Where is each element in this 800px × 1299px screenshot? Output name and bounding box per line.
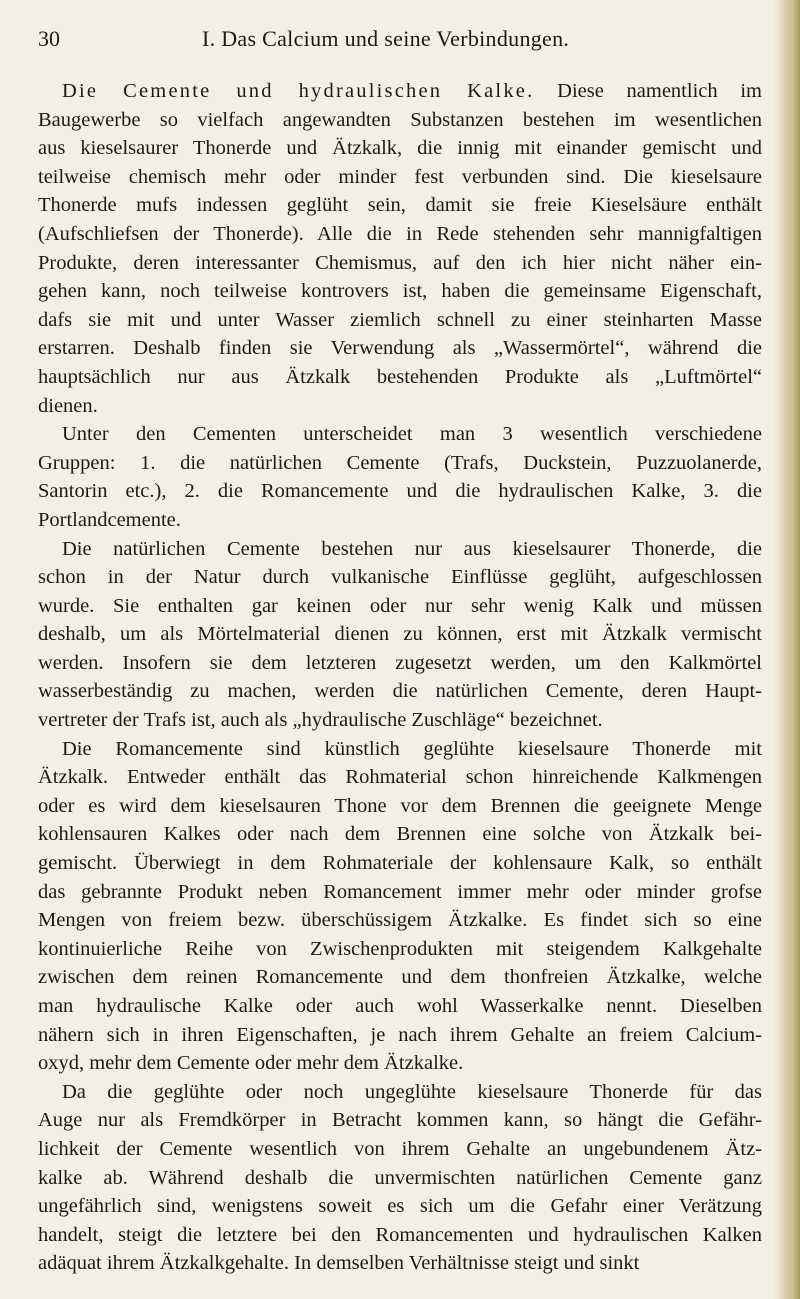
text-line <box>38 906 762 935</box>
text-segment: Santorin etc.), 2. die Romancemente und die hydraulischen Kalke, 3. die <box>38 480 762 503</box>
text-segment: dienen. <box>38 394 98 417</box>
paragraph <box>38 77 762 420</box>
text-line <box>38 477 762 506</box>
text-line <box>38 392 762 421</box>
text-line <box>38 163 762 192</box>
paragraph <box>38 735 762 1078</box>
text-segment: Gruppen: 1. die natürlichen Cemente (Trafs, Duckstein, Puzzuolanerde, <box>38 451 762 474</box>
text-segment: erstarren. Deshalb finden sie Verwendung als „Wassermörtel“, während die <box>38 337 762 360</box>
text-segment: Auge nur als Fremdkörper in Betracht kommen kann, so hängt die Gefähr- <box>38 1109 762 1132</box>
text-segment: Die natürlichen Cemente bestehen nur aus kieselsaurer Thonerde, die <box>62 537 762 560</box>
text-segment: oder es wird dem kieselsauren Thone vor dem Brennen die geeignete Menge <box>38 794 762 817</box>
text-line <box>38 306 762 335</box>
page-edge-shadow <box>774 0 800 1299</box>
text-line <box>38 1249 762 1278</box>
text-segment: kohlensauren Kalkes oder nach dem Brennen eine solche von Ätzkalk bei- <box>38 823 762 846</box>
text-segment: lichkeit der Cemente wesentlich von ihrem Gehalte an ungebundenem Ätz- <box>38 1137 762 1160</box>
text-segment: man hydraulische Kalke oder auch wohl Wasserkalke nennt. Dieselben <box>38 995 762 1017</box>
text-line <box>38 878 762 907</box>
text-line <box>38 1106 762 1135</box>
text-segment: Da die geglühte oder noch ungeglühte kieselsaure Thonerde für das <box>62 1080 762 1103</box>
page-header <box>38 26 762 56</box>
text-segment: Portlandcemente. <box>38 508 181 531</box>
text-line <box>38 592 762 621</box>
text-segment: aus kieselsaurer Thonerde und Ätzkalk, die innig mit einander gemischt und <box>38 137 762 160</box>
text-line <box>38 506 762 535</box>
text-segment: Baugewerbe so vielfach angewandten Substanzen bestehen im wesentlichen <box>38 108 762 131</box>
text-line <box>38 449 762 478</box>
text-line <box>38 1049 762 1078</box>
text-line <box>38 763 762 792</box>
text-segment: zwischen dem reinen Romancemente und dem thonfreien Ätzkalke, welche <box>38 966 762 989</box>
text-line <box>38 106 762 135</box>
text-line <box>38 735 762 764</box>
section-heading: Die Cemente und hydraulischen Kalke. <box>62 80 535 102</box>
paragraph <box>38 535 762 735</box>
text-segment: kontinuierliche Reihe von Zwischenprodukten mit steigendem Kalkgehalte <box>38 937 762 960</box>
text-line <box>38 792 762 821</box>
text-line <box>38 420 762 449</box>
text-line <box>38 649 762 678</box>
text-segment: dafs sie mit und unter Wasser ziemlich schnell zu einer steinharten Masse <box>38 308 762 331</box>
text-segment: gemischt. Überwiegt in dem Rohmateriale der kohlensaure Kalk, so enthält <box>38 852 762 875</box>
text-line <box>38 1135 762 1164</box>
text-line <box>38 677 762 706</box>
text-line <box>38 1192 762 1221</box>
text-line <box>38 363 762 392</box>
text-segment: kalke ab. Während deshalb die unvermischten natürlichen Cemente ganz <box>38 1166 762 1189</box>
text-line <box>38 963 762 992</box>
text-segment: wurde. Sie enthalten gar keinen oder nur sehr wenig Kalk und müssen <box>38 594 762 617</box>
text-line <box>38 1164 762 1193</box>
text-line <box>38 563 762 592</box>
body-text <box>38 77 762 1278</box>
text-line <box>38 334 762 363</box>
text-line <box>38 935 762 964</box>
text-line <box>38 849 762 878</box>
text-line <box>38 620 762 649</box>
text-segment: vertreter der Trafs ist, auch als „hydraulische Zuschläge“ bezeichnet. <box>38 709 603 732</box>
text-segment: Die Romancemente sind künstlich geglühte kieselsaure Thonerde mit <box>62 737 762 760</box>
text-segment: gehen kann, noch teilweise kontrovers ist, haben die gemeinsame Eigenschaft, <box>38 280 762 303</box>
text-line <box>38 820 762 849</box>
text-line <box>38 535 762 564</box>
paragraph <box>38 1078 762 1278</box>
text-segment: hauptsächlich nur aus Ätzkalk bestehenden Produkte als „Luftmörtel“ <box>38 365 762 388</box>
text-line <box>38 249 762 278</box>
text-segment: schon in der Natur durch vulkanische Einflüsse geglüht, aufgeschlossen <box>38 566 762 589</box>
text-segment: deshalb, um als Mörtelmaterial dienen zu können, erst mit Ätzkalk vermischt <box>38 623 762 646</box>
text-line <box>38 277 762 306</box>
text-line <box>38 77 762 106</box>
text-line <box>38 992 762 1021</box>
text-line <box>38 706 762 735</box>
text-segment: werden. Insofern sie dem letzteren zugesetzt werden, um den Kalkmörtel <box>38 651 762 674</box>
text-segment: adäquat ihrem Ätzkalkgehalte. In demselben Verhältnisse steigt und sinkt <box>38 1252 640 1275</box>
text-segment: nähern sich in ihren Eigenschaften, je nach ihrem Gehalte an freiem Calcium- <box>38 1023 762 1046</box>
text-segment: Produkte, deren interessanter Chemismus, auf den ich hier nicht näher ein- <box>38 251 762 274</box>
text-segment: Ätzkalk. Entweder enthält das Rohmaterial schon hinreichende Kalkmengen <box>38 766 762 789</box>
text-segment: (Aufschliefsen der Thonerde). Alle die in Rede stehenden sehr mannigfaltigen <box>38 222 762 245</box>
text-segment: das gebrannte Produkt neben Romancement immer mehr oder minder grofse <box>38 880 762 903</box>
text-line <box>38 1078 762 1107</box>
text-segment: handelt, steigt die letztere bei den Romancementen und hydraulischen Kalken <box>38 1223 762 1246</box>
page-number: 30 <box>38 26 60 51</box>
text-segment: ungefährlich sind, wenigstens soweit es sich um die Gefahr einer Verätzung <box>38 1195 762 1218</box>
running-title: I. Das Calcium und seine Verbindungen. <box>202 26 570 51</box>
text-line <box>38 1221 762 1250</box>
text-line <box>38 134 762 163</box>
paragraph <box>38 420 762 534</box>
text-segment: Diese namentlich im <box>534 80 762 102</box>
text-segment: Mengen von freiem bezw. überschüssigem Ätzkalke. Es findet sich so eine <box>38 909 762 932</box>
text-segment: wasserbeständig zu machen, werden die natürlichen Cemente, deren Haupt- <box>38 680 762 703</box>
text-line <box>38 220 762 249</box>
text-segment: Thonerde mufs indessen geglüht sein, damit sie freie Kieselsäure enthält <box>38 194 762 217</box>
text-segment: teilweise chemisch mehr oder minder fest verbunden sind. Die kieselsaure <box>38 165 762 188</box>
text-segment: oxyd, mehr dem Cemente oder mehr dem Ätzkalke. <box>38 1052 464 1075</box>
text-line <box>38 1021 762 1050</box>
text-segment: Unter den Cementen unterscheidet man 3 wesentlich verschiedene <box>62 423 762 446</box>
text-line <box>38 191 762 220</box>
